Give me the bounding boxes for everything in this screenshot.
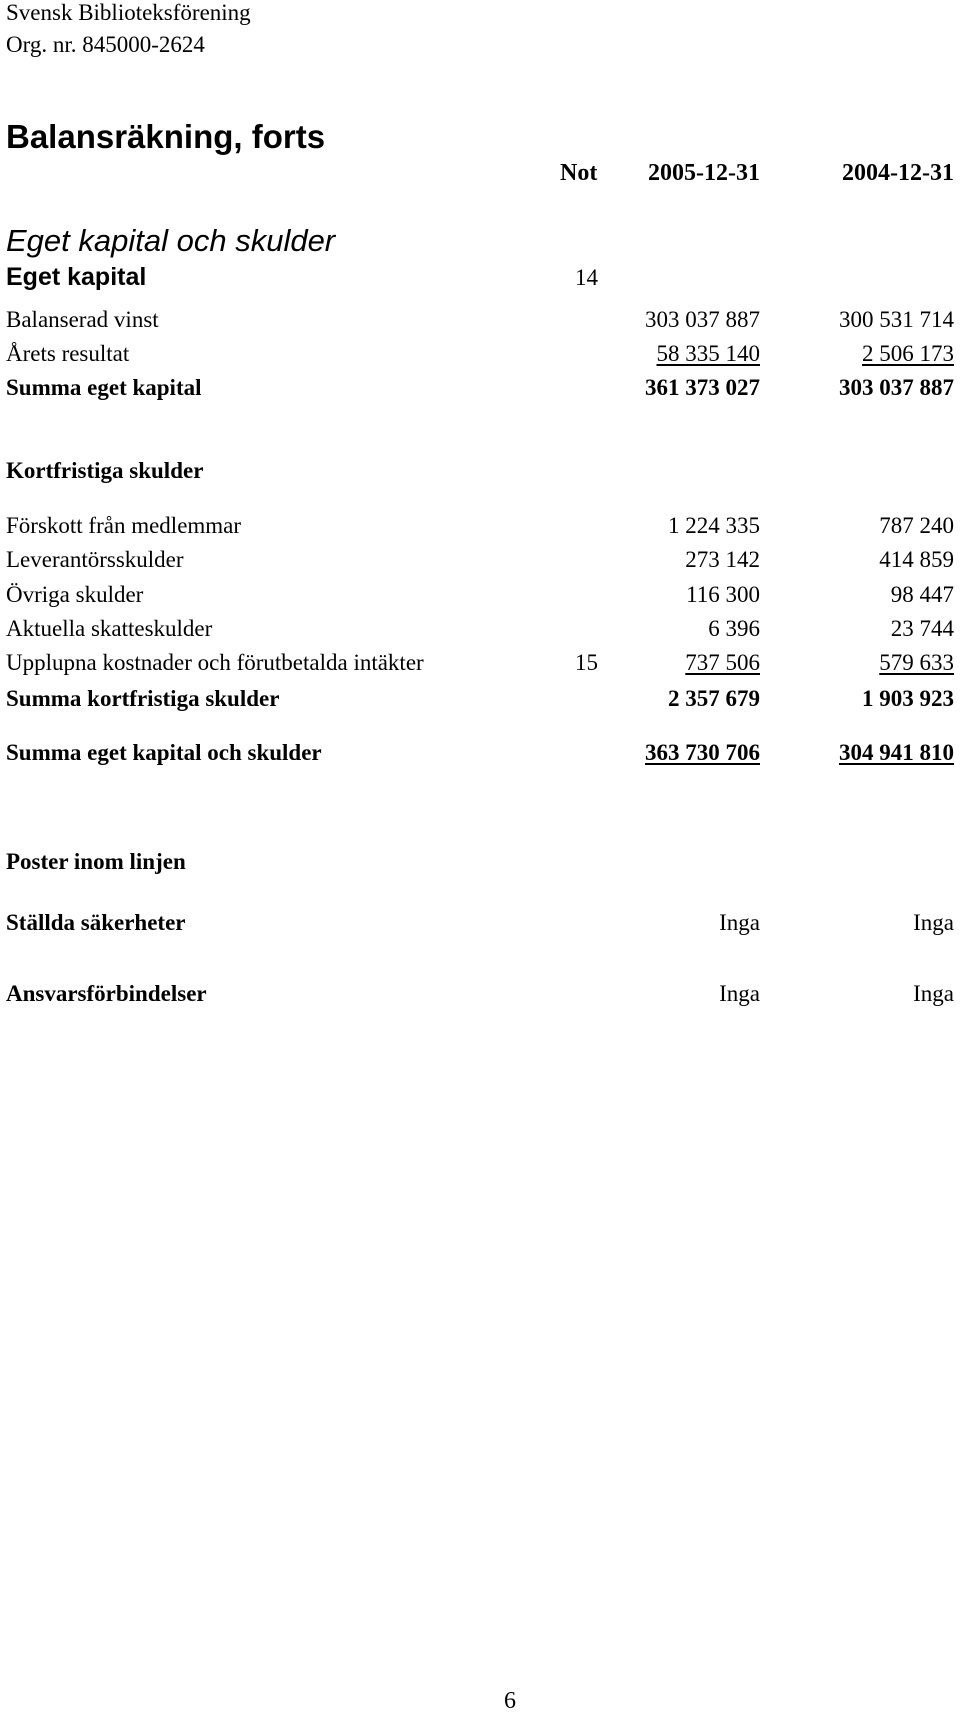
table-row xyxy=(0,981,960,1011)
organization-number: Org. nr. 845000-2624 xyxy=(6,32,205,57)
row-value-previous: Inga xyxy=(913,981,954,1006)
row-label: Ställda säkerheter xyxy=(6,910,186,935)
liabilities-heading: Kortfristiga skulder xyxy=(6,458,204,483)
row-label: Upplupna kostnader och förutbetalda intäkter xyxy=(6,650,424,675)
row-value-previous: 300 531 714 xyxy=(839,307,954,332)
row-value-previous: 579 633 xyxy=(879,650,954,675)
grand-total-row xyxy=(0,740,960,770)
page-number: 6 xyxy=(504,1688,516,1714)
table-row xyxy=(0,513,960,543)
equity-heading: Eget kapital xyxy=(6,263,147,291)
organization-name: Svensk Biblioteksförening xyxy=(6,0,251,25)
row-value-current: 6 396 xyxy=(708,616,760,641)
off-balance-heading: Poster inom linjen xyxy=(6,849,186,874)
row-value-previous: 414 859 xyxy=(879,547,954,572)
row-note: 15 xyxy=(575,650,598,675)
row-label: Leverantörsskulder xyxy=(6,547,184,572)
column-header-note: Not xyxy=(560,160,598,186)
total-row xyxy=(0,686,960,716)
row-label: Ansvarsförbindelser xyxy=(6,981,207,1006)
row-value-current: Inga xyxy=(719,910,760,935)
row-value-current: 2 357 679 xyxy=(668,686,760,711)
table-row xyxy=(0,650,960,680)
table-row xyxy=(0,582,960,612)
row-value-previous: 304 941 810 xyxy=(839,740,954,765)
column-header-current: 2005-12-31 xyxy=(648,160,760,186)
row-value-previous: 1 903 923 xyxy=(862,686,954,711)
row-value-current: 363 730 706 xyxy=(645,740,760,765)
table-row xyxy=(0,341,960,371)
row-value-previous: 303 037 887 xyxy=(839,375,954,400)
table-row xyxy=(0,547,960,577)
row-value-current: 361 373 027 xyxy=(645,375,760,400)
table-row xyxy=(0,307,960,337)
row-label: Balanserad vinst xyxy=(6,307,159,332)
row-value-current: 303 037 887 xyxy=(645,307,760,332)
table-row xyxy=(0,910,960,940)
row-label: Årets resultat xyxy=(6,341,130,366)
row-value-current: Inga xyxy=(719,981,760,1006)
row-value-previous: 2 506 173 xyxy=(862,341,954,366)
equity-note: 14 xyxy=(575,265,598,290)
row-value-current: 116 300 xyxy=(686,582,760,607)
row-value-previous: Inga xyxy=(913,910,954,935)
row-value-current: 273 142 xyxy=(685,547,760,572)
row-label: Övriga skulder xyxy=(6,582,144,607)
row-label: Aktuella skatteskulder xyxy=(6,616,213,641)
row-label: Summa eget kapital och skulder xyxy=(6,740,322,765)
table-row xyxy=(0,616,960,646)
row-value-current: 1 224 335 xyxy=(668,513,760,538)
row-value-previous: 98 447 xyxy=(890,582,954,607)
section-title: Eget kapital och skulder xyxy=(6,223,336,258)
row-value-previous: 23 744 xyxy=(890,616,954,641)
row-value-current: 737 506 xyxy=(685,650,760,675)
row-value-previous: 787 240 xyxy=(879,513,954,538)
row-value-current: 58 335 140 xyxy=(656,341,760,366)
row-label: Summa eget kapital xyxy=(6,375,202,400)
page-title: Balansräkning, forts xyxy=(6,118,326,155)
column-header-previous: 2004-12-31 xyxy=(842,160,954,186)
row-label: Förskott från medlemmar xyxy=(6,513,242,538)
row-label: Summa kortfristiga skulder xyxy=(6,686,280,711)
total-row xyxy=(0,375,960,405)
